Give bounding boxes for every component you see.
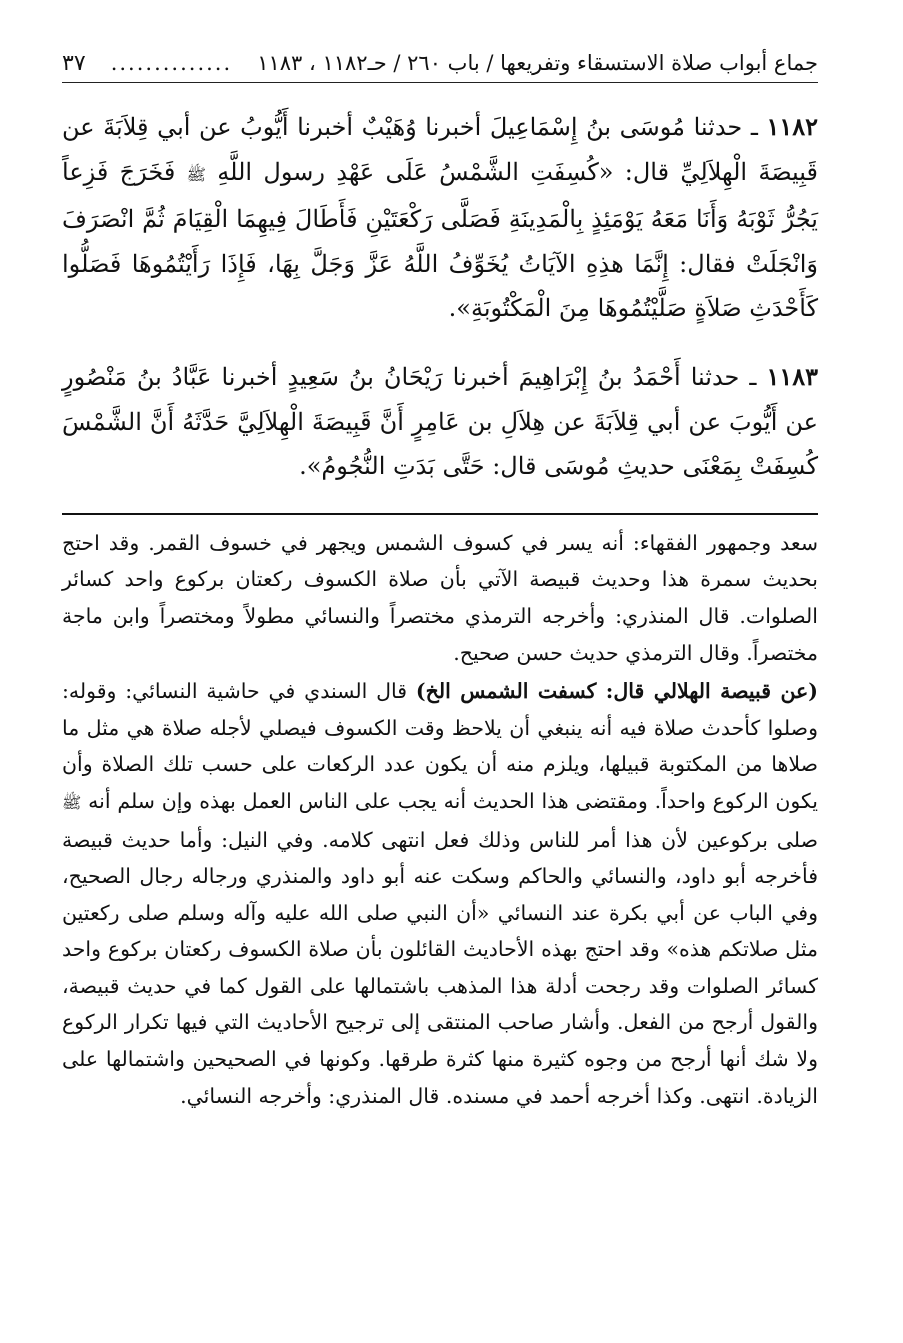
hadith-text: ـ حدثنا أَحْمَدُ بنُ إِبْرَاهِيمَ أخبرنا رَيْحَانُ بنُ سَعِيدٍ أخبرنا عَبَّادُ بنُ مَنْصُورٍ عن أَيُّوبَ عن أبي قِلاَبَةَ عن هِلاَلِ بن عَامِرٍ أَنَّ قَبِيصَةَ الْهِلاَلِيَّ حَدَّثَهُ أَنَّ الشَّمْسَ كُسِفَتْ بِمَعْنَى حديثِ مُوسَى قال: حَتَّى بَدَتِ النُّجُومُ».	[62, 362, 818, 481]
commentary-lemma: (عن قبيصة الهلالي قال: كسفت الشمس الخ)	[415, 679, 818, 704]
book-page	[62, 48, 818, 1114]
hadith-1183	[62, 355, 818, 489]
running-header	[62, 48, 818, 83]
header-leader-dots: ..............	[110, 51, 233, 75]
commentary-text: قال السندي في حاشية النسائي: وقوله: وصلوا كأحدث صلاة فيه أنه ينبغي أن يلاحظ وقت الكسوف فيصلي لأجله صلاة هي مثل ما صلاها من المكتوبة قبيلها، ويلزم منه أن يكون عدد الركعات على حسب تلك الصلاة وأن يكون الركوع واحداً. ومقتضى هذا الحديث أنه يجب على الناس العمل بهذه وإن سلم أنه	[62, 679, 818, 813]
hadith-1182	[62, 105, 818, 331]
commentary-paragraph	[62, 673, 818, 1114]
header-title: جماع أبواب صلاة الاستسقاء وتفريعها / باب ٢٦٠ / حـ١١٨٢ ، ١١٨٣	[257, 51, 818, 75]
page-number: ٣٧	[62, 51, 86, 76]
hadith-number: ١١٨٣	[766, 361, 818, 391]
commentary-section	[62, 525, 818, 1115]
hadith-number: ١١٨٢	[766, 112, 818, 141]
footnote-divider	[62, 513, 818, 515]
hadith-text: فَخَرَجَ فَزِعاً يَجُرُّ ثَوْبَهُ وَأَنَا مَعَهُ يَوْمَئِذٍ بِالْمَدِينَةِ فَصَلَّى رَكْعَتَيْنِ فَأَطَالَ فِيهِمَا الْقِيَامَ ثُمَّ انْصَرَفَ وَانْجَلَتْ فقال: إِنَّمَا هذِهِ الآيَاتُ يُخَوِّفُ اللَّهُ عَزَّ وَجَلَّ بِهَا، فَإِذَا رَأَيْتُمُوهَا فَصَلُّوا كَأَحْدَثِ صَلاَةٍ صَلَّيْتُمُوهَا مِنَ الْمَكْتُوبَةِ».	[62, 157, 818, 323]
commentary-text: صلى بركوعين لأن هذا أمر للناس وذلك فعل انتهى كلامه. وفي النيل: وأما حديث قبيصة فأخرجه أبو داود، والنسائي والحاكم وسكت عنه أبو داود والمنذري ورجاله رجال الصحيح، وفي الباب عن أبي بكرة عند النسائي «أن النبي صلى الله عليه وآله وسلم صلى ركعتين مثل صلاتكم هذه» وقد احتج بهذه الأحاديث القائلون بأن صلاة الكسوف ركعتان بركوع واحد كسائر الصلوات وقد رجحت أدلة هذا المذهب باشتمالها على القول كما في حديث قبيصة، والقول أرجح من الفعل. وأشار صاحب المنتقى إلى ترجيح الأحاديث التي فيها تكرار الركوع ولا شك أنها أرجح من وجوه كثيرة منها كثرة طرقها. وكونها في الصحيحين واشتمالها على الزيادة. انتهى. وكذا أخرجه أحمد في مسنده. قال المنذري: وأخرجه النسائي.	[62, 827, 818, 1108]
salawat-glyph: ﷺ	[62, 792, 82, 812]
hadith-text: ـ حدثنا مُوسَى بنُ إِسْمَاعِيلَ أخبرنا وُهَيْبٌ أخبرنا أَيُّوبُ عن أبي قِلاَبَةَ عن قَبِيصَةَ الْهِلاَلِيِّ قال: «كُسِفَتِ الشَّمْسُ عَلَى عَهْدِ رسول اللَّهِ	[62, 113, 818, 186]
commentary-paragraph: سعد وجمهور الفقهاء: أنه يسر في كسوف الشمس ويجهر في خسوف القمر. وقد احتج بحديث سمرة هذا وحديث قبيصة الآتي بأن صلاة الكسوف ركعتان بركوع واحد كسائر الصلوات. قال المنذري: وأخرجه الترمذي مختصراً والنسائي مطولاً ومختصراً وابن ماجة مختصراً. وقال الترمذي حديث حسن صحيح.	[62, 530, 818, 665]
salawat-glyph: ﷺ	[186, 164, 206, 184]
